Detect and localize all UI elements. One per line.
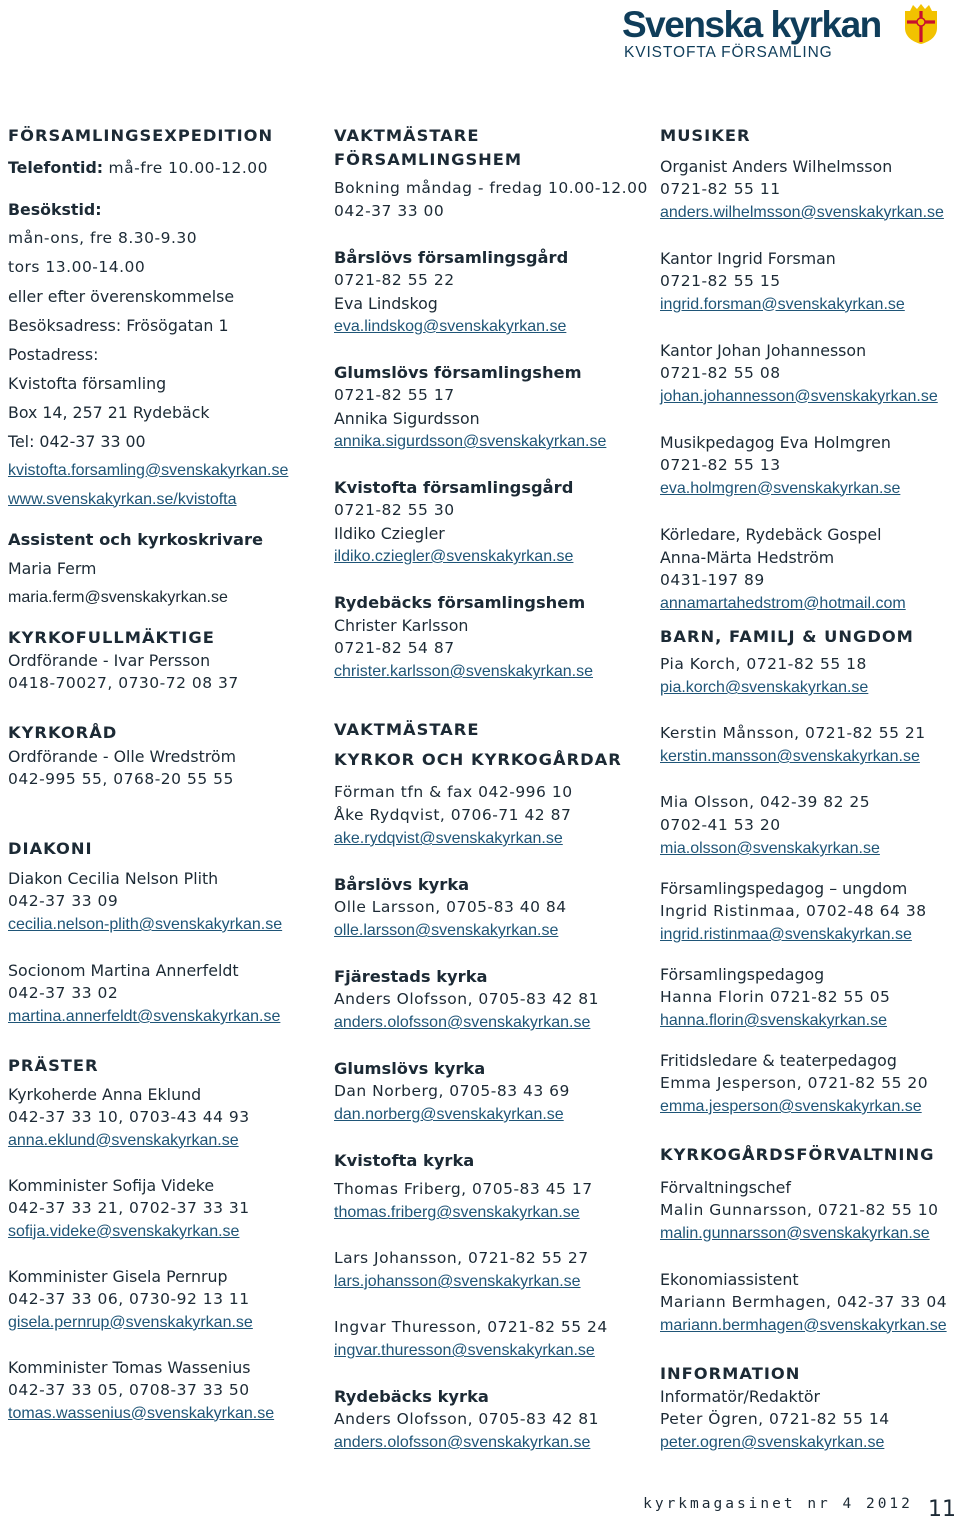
venue-phone: 0721-82 54 87	[334, 639, 455, 657]
person-phone: 0721-82 55 11	[660, 179, 781, 198]
person-phone: 0721-82 55 13	[660, 455, 781, 474]
person-title: Förvaltningschef	[660, 1177, 791, 1197]
person-title: Komminister Sofija Videke	[8, 1175, 215, 1195]
section-barn-familj-ungdom	[660, 625, 960, 1119]
section-vaktmastare-kyrkor	[334, 718, 652, 1454]
page-footer	[643, 1497, 956, 1537]
person-phone: 0721-82 55 15	[660, 271, 781, 290]
section-kyrkofullmaktige	[8, 626, 326, 696]
postal-label: Postadress:	[8, 344, 99, 364]
page-number: 11	[928, 1497, 956, 1522]
person-title: Komminister Gisela Pernrup	[8, 1266, 228, 1286]
person-email-link[interactable]: mariann.bermhagen@svenskakyrkan.se	[660, 1316, 947, 1334]
person-line: Åke Rydqvist, 0706-71 42 87	[334, 806, 572, 824]
venue-title: Glumslövs församlingshem	[334, 363, 582, 382]
person-email-link[interactable]: ake.rydqvist@svenskakyrkan.se	[334, 830, 563, 847]
person-title: Ekonomiassistent	[660, 1269, 799, 1289]
person-line: Kerstin Månsson, 0721-82 55 21	[660, 724, 926, 742]
person-title: Diakon Cecilia Nelson Plith	[8, 869, 219, 888]
person-email-link[interactable]: anders.olofsson@svenskakyrkan.se	[334, 1434, 591, 1451]
phone-hours-value: må-fre 10.00-12.00	[103, 158, 269, 177]
person-line: Mia Olsson, 042-39 82 25	[660, 793, 871, 811]
person-line: Anders Olofsson, 0705-83 42 81	[334, 990, 599, 1008]
person-line: Lars Johansson, 0721-82 55 27	[334, 1249, 589, 1267]
person-email-link[interactable]: eva.lindskog@svenskakyrkan.se	[334, 318, 567, 335]
section-heading: KYRKOFULLMÄKTIGE	[8, 627, 215, 647]
person-email-link[interactable]: gisela.pernrup@svenskakyrkan.se	[8, 1313, 253, 1331]
visit-label: Besökstid:	[8, 199, 102, 219]
person-title: Församlingspedagog – ungdom	[660, 879, 908, 898]
person-email-link[interactable]: ingvar.thuresson@svenskakyrkan.se	[334, 1342, 595, 1359]
person-phone: 0431-197 89	[660, 570, 765, 589]
person-line: Thomas Friberg, 0705-83 45 17	[334, 1180, 593, 1198]
column-left	[8, 124, 326, 1425]
person-name: Christer Karlsson	[334, 616, 469, 635]
person-phone: 042-37 33 05, 0708-37 33 50	[8, 1380, 250, 1399]
person-title: Kyrkoherde Anna Eklund	[8, 1084, 202, 1104]
visit-hours: eller efter överenskommelse	[8, 286, 235, 306]
section-information	[660, 1362, 960, 1455]
person-email-link[interactable]: anders.olofsson@svenskakyrkan.se	[334, 1014, 591, 1031]
person-email-link[interactable]: dan.norberg@svenskakyrkan.se	[334, 1106, 564, 1123]
section-subheading: Assistent och kyrkoskrivare	[8, 529, 264, 549]
person-email-link[interactable]: pia.korch@svenskakyrkan.se	[660, 679, 869, 696]
venue-title: Rydebäcks församlingshem	[334, 593, 586, 612]
person-title: Musikpedagog Eva Holmgren	[660, 432, 891, 452]
person-name: Ildiko Cziegler	[334, 524, 445, 543]
person-name: Anna-Märta Hedström	[660, 547, 835, 567]
brand-logo	[622, 4, 932, 66]
person-phone: 042-37 33 21, 0702-37 33 31	[8, 1198, 250, 1217]
person-line: Mariann Bermhagen, 042-37 33 04	[660, 1292, 948, 1311]
section-diakoni	[8, 837, 326, 1029]
person-title: Kantor Ingrid Forsman	[660, 248, 836, 268]
visit-hours: mån-ons, fre 8.30-9.30	[8, 228, 198, 247]
section-heading: DIAKONI	[8, 838, 93, 858]
venue-phone: 0721-82 55 17	[334, 386, 455, 404]
section-heading: BARN, FAMILJ & UNGDOM	[660, 626, 914, 646]
person-line: Dan Norberg, 0705-83 43 69	[334, 1082, 570, 1100]
church-title: Kvistofta kyrka	[334, 1151, 475, 1170]
person-email-link[interactable]: tomas.wassenius@svenskakyrkan.se	[8, 1404, 275, 1422]
person-email-link[interactable]: olle.larsson@svenskakyrkan.se	[334, 922, 559, 939]
person-email-link[interactable]: ildiko.cziegler@svenskakyrkan.se	[334, 548, 574, 565]
person-phone: 042-37 33 09	[8, 892, 119, 910]
person-phone: 042-37 33 02	[8, 984, 119, 1002]
person-phone: 0721-82 55 08	[660, 363, 781, 382]
venue-phone: 0721-82 55 22	[334, 271, 455, 289]
person-email-link[interactable]: thomas.friberg@svenskakyrkan.se	[334, 1204, 580, 1221]
office-email-link[interactable]: kvistofta.forsamling@svenskakyrkan.se	[8, 461, 289, 479]
person-phone: 0702-41 53 20	[660, 816, 781, 834]
person-phone: 042-37 33 10, 0703-43 44 93	[8, 1107, 250, 1126]
person-title: Socionom Martina Annerfeldt	[8, 961, 239, 980]
person-email-link[interactable]: emma.jesperson@svenskakyrkan.se	[660, 1098, 922, 1115]
person-title: Komminister Tomas Wassenius	[8, 1357, 251, 1377]
person-name: Eva Lindskog	[334, 294, 438, 313]
website-link[interactable]: www.svenskakyrkan.se/kvistofta	[8, 490, 237, 508]
person-email-link[interactable]: johan.johannesson@svenskakyrkan.se	[660, 387, 938, 405]
column-middle	[334, 124, 652, 1454]
section-heading: FÖRSAMLINGSEXPEDITION	[8, 126, 274, 145]
person-email-link[interactable]: annika.sigurdsson@svenskakyrkan.se	[334, 433, 607, 450]
person-title: Fritidsledare & teaterpedagog	[660, 1051, 897, 1070]
person-email-link[interactable]: anna.eklund@svenskakyrkan.se	[8, 1131, 239, 1149]
chair-line: Ordförande - Ivar Persson	[8, 651, 211, 670]
section-heading: INFORMATION	[660, 1363, 801, 1383]
person-name: Annika Sigurdsson	[334, 409, 480, 428]
person-email-link[interactable]: cecilia.nelson-plith@svenskakyrkan.se	[8, 916, 283, 933]
church-title: Glumslövs kyrka	[334, 1059, 486, 1078]
section-heading: VAKTMÄSTARE	[334, 720, 480, 739]
postal-address: Box 14, 257 21 Rydebäck	[8, 402, 210, 422]
crown-shield-icon	[904, 4, 938, 44]
person-line: Ingrid Ristinmaa, 0702-48 64 38	[660, 902, 927, 920]
phone-hours	[8, 156, 326, 180]
section-heading: KYRKOGÅRDSFÖRVALTNING	[660, 1145, 935, 1164]
booking-hours: Bokning måndag - fredag 10.00-12.00	[334, 179, 648, 197]
church-title: Fjärestads kyrka	[334, 967, 488, 986]
section-praster	[8, 1054, 326, 1425]
email-text: maria.ferm@svenskakyrkan.se	[8, 588, 228, 606]
phone-line: 042-995 55, 0768-20 55 55	[8, 769, 234, 788]
person-email-link[interactable]: kerstin.mansson@svenskakyrkan.se	[660, 748, 920, 765]
person-title: Körledare, Rydebäck Gospel	[660, 524, 882, 544]
person-line: Ingvar Thuresson, 0721-82 55 24	[334, 1318, 608, 1336]
visit-address: Besöksadress: Frösögatan 1	[8, 315, 229, 335]
person-email-link[interactable]: ingrid.ristinmaa@svenskakyrkan.se	[660, 926, 912, 943]
section-heading: VAKTMÄSTARE	[334, 126, 480, 145]
person-email-link[interactable]: malin.gunnarsson@svenskakyrkan.se	[660, 1224, 930, 1242]
phone-hours-label: Telefontid:	[8, 157, 104, 177]
person-email-link[interactable]: anders.wilhelmsson@svenskakyrkan.se	[660, 203, 944, 221]
person-email-link[interactable]: christer.karlsson@svenskakyrkan.se	[334, 663, 593, 680]
church-title: Rydebäcks kyrka	[334, 1387, 489, 1406]
office-phone: Tel: 042-37 33 00	[8, 431, 146, 451]
postal-address: Kvistofta församling	[8, 373, 167, 393]
section-heading: KYRKORÅD	[8, 723, 118, 742]
person-title: Kantor Johan Johannesson	[660, 340, 867, 360]
section-kyrkogardsforvaltning	[660, 1143, 960, 1337]
section-vaktmastare-hem	[334, 124, 652, 683]
brand-name: Svenska kyrkan	[622, 4, 881, 45]
person-email-link[interactable]: eva.holmgren@svenskakyrkan.se	[660, 479, 901, 497]
section-kyrkorad	[8, 721, 326, 791]
person-line: Emma Jesperson, 0721-82 55 20	[660, 1074, 929, 1092]
section-heading: KYRKOR OCH KYRKOGÅRDAR	[334, 749, 622, 769]
person-email-link[interactable]: hanna.florin@svenskakyrkan.se	[660, 1012, 888, 1029]
person-line: Olle Larsson, 0705-83 40 84	[334, 898, 567, 916]
person-title: Informatör/Redaktör	[660, 1387, 821, 1406]
chair-line: Ordförande - Olle Wredström	[8, 746, 236, 766]
person-email-link[interactable]: lars.johansson@svenskakyrkan.se	[334, 1273, 581, 1290]
section-heading: PRÄSTER	[8, 1056, 99, 1075]
person-phone: 042-37 33 06, 0730-92 13 11	[8, 1289, 250, 1308]
person-email-link[interactable]: peter.ogren@svenskakyrkan.se	[660, 1434, 885, 1451]
person-line: Peter Ögren, 0721-82 55 14	[660, 1410, 890, 1428]
magazine-issue: kyrkmagasinet nr 4 2012	[643, 1496, 913, 1512]
booking-phone: 042-37 33 00	[334, 202, 445, 220]
person-line: Malin Gunnarsson, 0721-82 55 10	[660, 1200, 939, 1219]
phone-line: 0418-70027, 0730-72 08 37	[8, 674, 239, 692]
person-title: Organist Anders Wilhelmsson	[660, 156, 893, 176]
venue-phone: 0721-82 55 30	[334, 501, 455, 519]
parish-name: KVISTOFTA FÖRSAMLING	[624, 44, 833, 61]
section-heading: MUSIKER	[660, 126, 751, 145]
visit-hours: tors 13.00-14.00	[8, 257, 146, 276]
person-line: Hanna Florin 0721-82 55 05	[660, 988, 891, 1006]
section-assistant	[8, 528, 326, 609]
person-title: Församlingspedagog	[660, 965, 825, 984]
section-expedition	[8, 124, 326, 511]
section-musiker	[660, 124, 960, 615]
venue-title: Kvistofta församlingsgård	[334, 478, 574, 497]
person-line: Pia Korch, 0721-82 55 18	[660, 655, 867, 673]
section-heading: FÖRSAMLINGSHEM	[334, 149, 523, 169]
person-line: Anders Olofsson, 0705-83 42 81	[334, 1410, 599, 1428]
column-right	[660, 124, 960, 1454]
person-email-link[interactable]: annamartahedstrom@hotmail.com	[660, 594, 906, 612]
venue-title: Bårslövs församlingsgård	[334, 248, 569, 267]
foreman-line: Förman tfn & fax 042-996 10	[334, 783, 573, 801]
church-title: Bårslövs kyrka	[334, 875, 470, 894]
person-name: Maria Ferm	[8, 558, 97, 578]
person-email-link[interactable]: sofija.videke@svenskakyrkan.se	[8, 1222, 240, 1240]
person-email-link[interactable]: mia.olsson@svenskakyrkan.se	[660, 840, 880, 857]
person-email-link[interactable]: ingrid.forsman@svenskakyrkan.se	[660, 295, 905, 313]
person-email-link[interactable]: martina.annerfeldt@svenskakyrkan.se	[8, 1008, 281, 1025]
